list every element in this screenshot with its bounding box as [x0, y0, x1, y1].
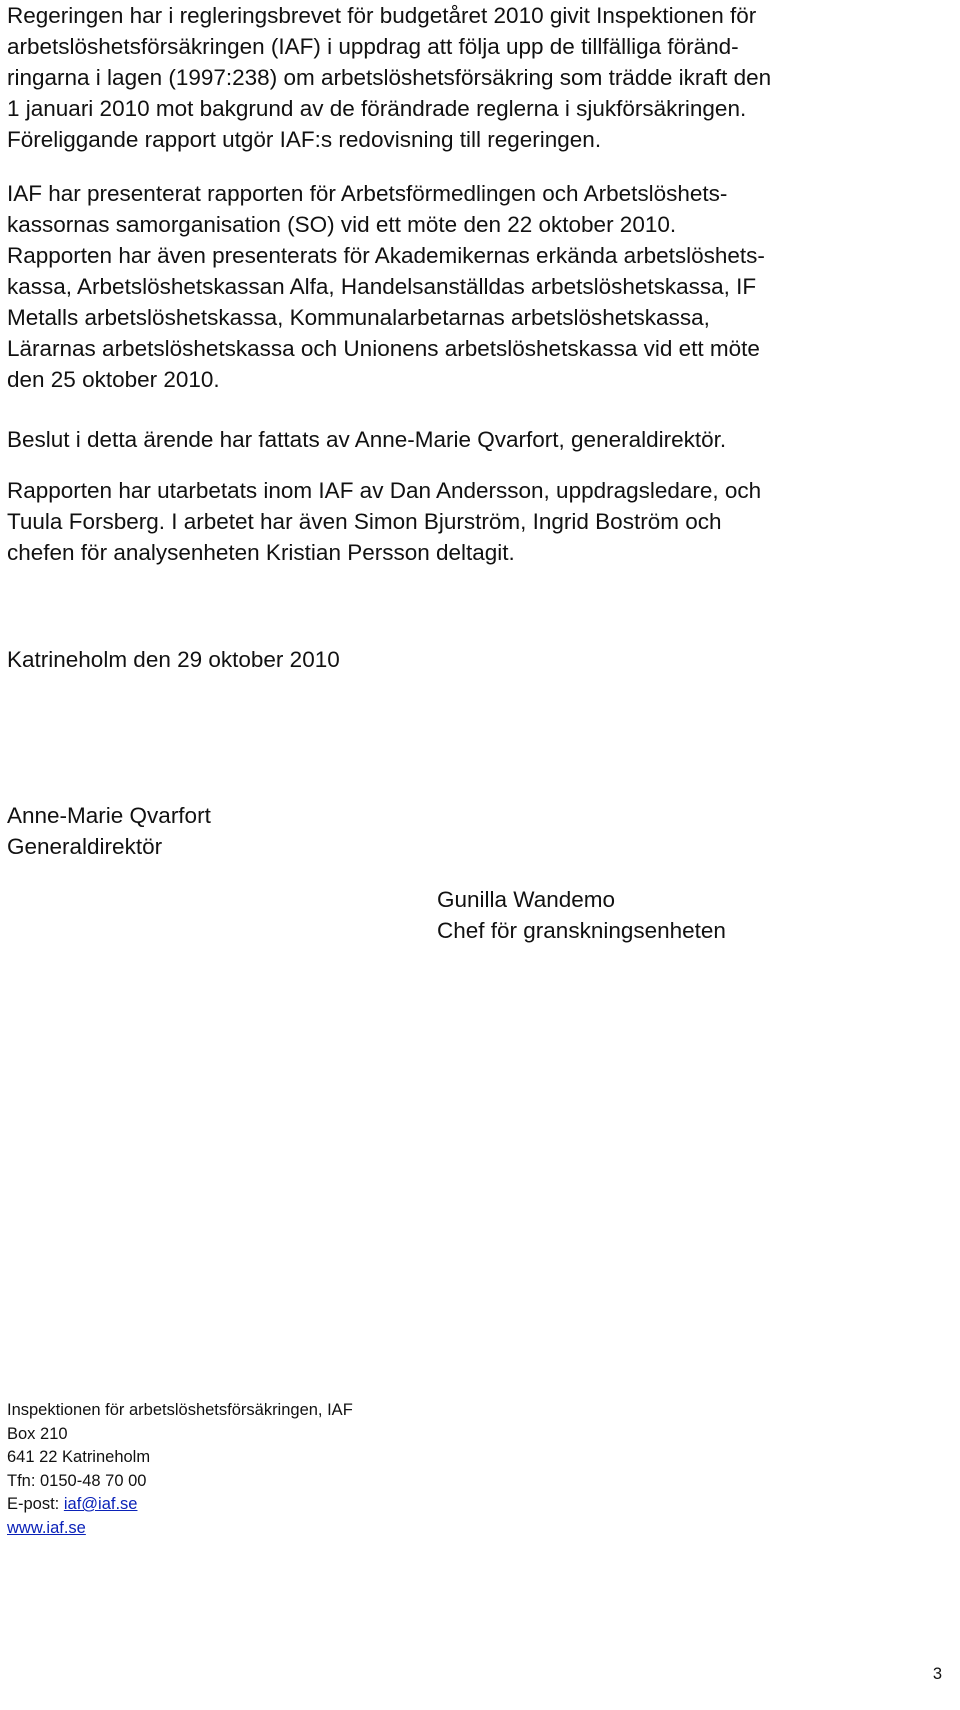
- footer-email-label: E-post:: [7, 1495, 64, 1513]
- text-line: chefen för analysenheten Kristian Persson deltagit.: [7, 540, 515, 565]
- page-number: 3: [932, 1665, 942, 1683]
- signatory-title: Generaldirektör: [7, 834, 163, 859]
- text-line: Tuula Forsberg. I arbetet har även Simon Bjurström, Ingrid Boström och: [7, 509, 722, 534]
- email-link[interactable]: iaf@iaf.se: [63, 1495, 138, 1513]
- signatory-name: Gunilla Wandemo: [437, 887, 616, 912]
- paragraph-presentation-kassor: [7, 240, 947, 395]
- text-line: Rapporten har även presenterats för Akademikernas erkända arbetslöshets-: [7, 243, 765, 268]
- text-line: Regeringen har i regleringsbrevet för budgetåret 2010 givit Inspektionen för: [7, 3, 757, 28]
- text-line: Rapporten har utarbetats inom IAF av Dan Andersson, uppdragsledare, och: [7, 478, 762, 503]
- signature-block-director: [7, 800, 211, 862]
- place-and-date: Katrineholm den 29 oktober 2010: [7, 647, 340, 672]
- paragraph-authors: [7, 475, 947, 568]
- contact-footer: [7, 1399, 353, 1540]
- signatory-name: Anne-Marie Qvarfort: [7, 803, 211, 828]
- text-line: den 25 oktober 2010.: [7, 367, 220, 392]
- footer-email-line: [7, 1493, 353, 1517]
- paragraph-presentation-af: [7, 178, 947, 240]
- paragraph-assignment: [7, 0, 947, 155]
- text-line: ringarna i lagen (1997:238) om arbetslöshetsförsäkring som trädde ikraft den: [7, 65, 772, 90]
- footer-phone: Tfn: 0150-48 70 00: [7, 1471, 147, 1490]
- website-link[interactable]: www.iaf.se: [7, 1518, 86, 1537]
- text-line: Beslut i detta ärende har fattats av Anne-Marie Qvarfort, generaldirektör.: [7, 427, 727, 452]
- text-line: Lärarnas arbetslöshetskassa och Unionens arbetslöshetskassa vid ett möte: [7, 336, 760, 361]
- paragraph-decision: [7, 424, 947, 455]
- footer-website-line: [7, 1517, 353, 1541]
- text-line: 1 januari 2010 mot bakgrund av de förändrade reglerna i sjukförsäkringen.: [7, 96, 747, 121]
- signature-block-head-of-unit: [437, 884, 726, 946]
- footer-postal-address: 641 22 Katrineholm: [7, 1448, 151, 1466]
- footer-organization: Inspektionen för arbetslöshetsförsäkringen, IAF: [7, 1401, 353, 1419]
- text-line: kassa, Arbetslöshetskassan Alfa, Handelsanställdas arbetslöshetskassa, IF: [7, 274, 757, 299]
- footer-box: Box 210: [7, 1424, 68, 1443]
- text-line: kassornas samorganisation (SO) vid ett möte den 22 oktober 2010.: [7, 212, 677, 237]
- text-line: arbetslöshetsförsäkringen (IAF) i uppdrag att följa upp de tillfälliga föränd-: [7, 34, 739, 59]
- text-line: Föreliggande rapport utgör IAF:s redovisning till regeringen.: [7, 127, 602, 152]
- text-line: IAF har presenterat rapporten för Arbetsförmedlingen och Arbetslöshets-: [7, 181, 728, 206]
- text-line: Metalls arbetslöshetskassa, Kommunalarbetarnas arbetslöshetskassa,: [7, 305, 710, 330]
- signatory-title: Chef för granskningsenheten: [437, 918, 726, 943]
